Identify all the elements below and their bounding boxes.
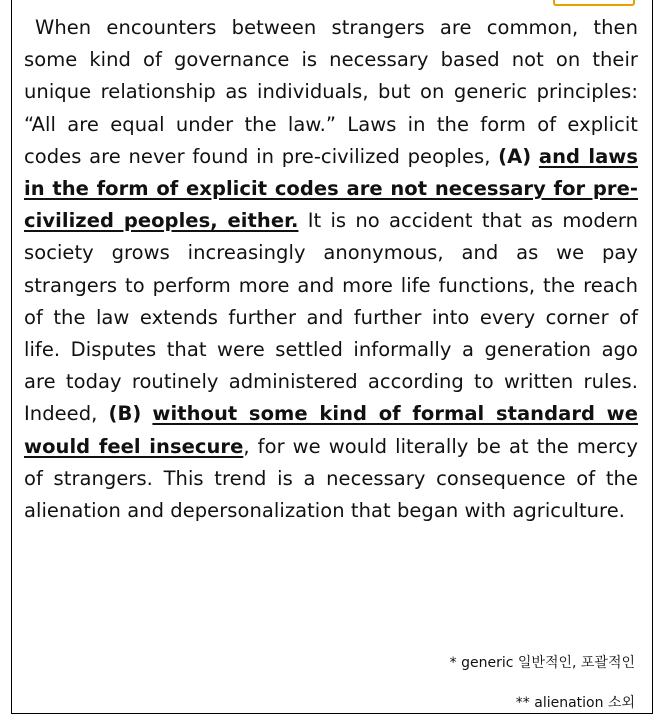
marker-a: (A) [498, 144, 532, 168]
marker-b: (B) [108, 402, 142, 426]
underlined-phrase-b: without some kind of formal standard we would feel insecure [24, 402, 639, 458]
cut-label-tab [553, 0, 635, 6]
footnote-generic: * generic 일반적인, 포괄적인 [449, 655, 635, 671]
passage-text [24, 12, 638, 527]
underlined-phrase-a: and laws in the form of explicit codes are not necessary for pre-civilized peoples, either. [24, 144, 638, 233]
passage-sentence-2: It is no accident that as modern society grows increasingly anonymous, and as we pay strangers to perform more and more life functions, the reach of the law extends further and further into every corner of life. Disputes that were settled informally a generation ago are today routinely administered according to written rules. Indeed, [24, 209, 638, 426]
passage-sentence-1: When encounters between strangers are common, then some kind of governance is necessary based not on their unique relationship as individuals, but on generic principles: “All are equal under the law.” Laws in the form of explicit codes are never found in pre-civilized peoples, [24, 16, 638, 168]
passage-sentence-3: , for we would literally be at the mercy of strangers. This trend is a necessary consequence of the alienation and depersonalization that began with agriculture. [24, 434, 638, 523]
footnote-alienation: ** alienation 소외 [515, 695, 635, 711]
